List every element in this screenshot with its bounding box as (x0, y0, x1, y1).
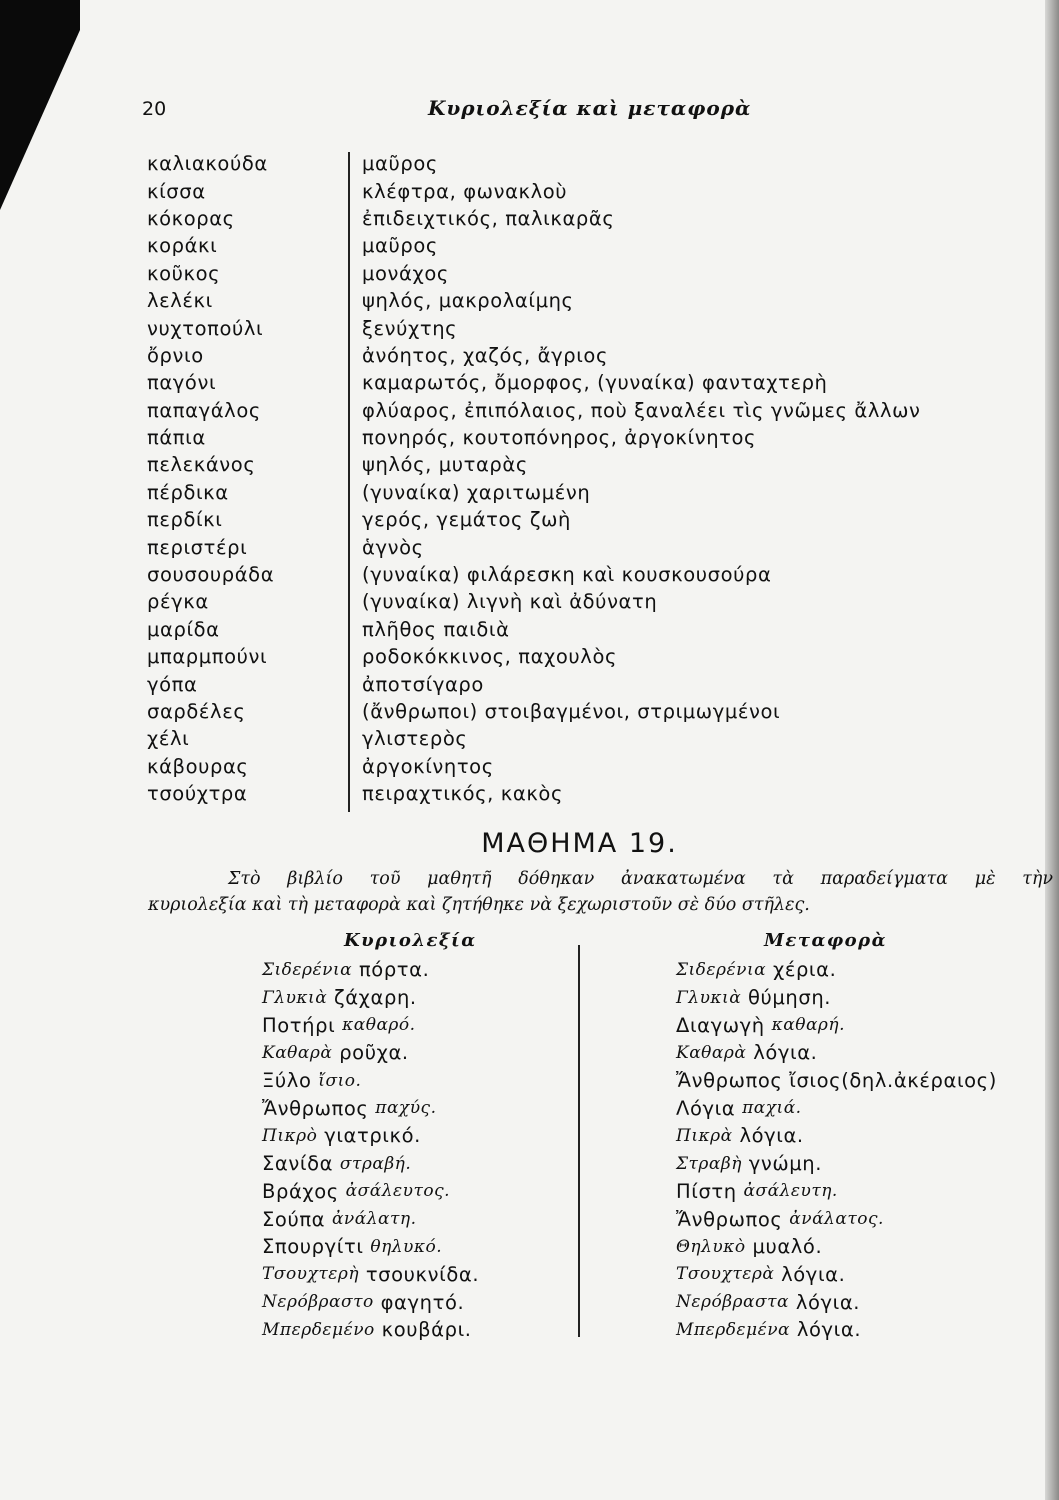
list-item (676, 1094, 997, 1122)
list-item (147, 451, 1059, 478)
bird-fish-word: σουσουράδα (147, 563, 275, 587)
example-noun: λόγια. (739, 1124, 804, 1148)
example-noun: γνώμη. (748, 1152, 823, 1176)
list-item (676, 956, 997, 984)
figurative-meaning: ἀνόητος, χαζός, ἄγριος (362, 343, 608, 367)
example-adjective: Γλυκιὰ (262, 987, 328, 1008)
figurative-meaning: πλῆθος παιδιὰ (362, 617, 510, 641)
bird-fish-word: σαρδέλες (147, 700, 246, 723)
list-item (676, 1288, 997, 1316)
figurative-meaning: ἁγνὸς (362, 535, 424, 559)
list-item (676, 1011, 997, 1039)
list-item (262, 1067, 479, 1095)
list-item (676, 984, 997, 1012)
figurative-meaning: ἀποτσίγαρο (362, 672, 484, 696)
list-item (676, 1067, 997, 1095)
bird-fish-word: καλιακούδα (147, 152, 268, 176)
bird-fish-word: κοῦκος (147, 261, 221, 285)
example-adjective: καθαρό. (342, 1015, 416, 1036)
example-adjective: στραβή. (339, 1153, 412, 1174)
example-noun: Ἄνθρωπος (676, 1069, 783, 1093)
bird-fish-word: παγόνι (147, 371, 217, 395)
figurative-meaning: ἐπιδειχτικός, παλικαρᾶς (362, 206, 615, 230)
list-item (262, 1316, 479, 1344)
example-adjective: Θηλυκὸ (676, 1236, 746, 1257)
example-adjective: Σιδερένια (676, 959, 767, 980)
list-item (262, 1122, 479, 1150)
example-adjective: παχιά. (742, 1098, 802, 1119)
example-noun: λόγια. (795, 1290, 861, 1314)
example-adjective: θηλυκό. (370, 1236, 443, 1257)
example-noun: Βράχος (262, 1179, 339, 1203)
list-item (147, 287, 1059, 314)
example-noun: μυαλό. (752, 1235, 823, 1259)
instruction-line: κυριολεξία καὶ τὴ μεταφορὰ καὶ ζητήθηκε νὰ ξεχωριστοῦν σὲ δύο στῆλες. (148, 895, 810, 915)
bird-fish-word: μαρίδα (147, 617, 220, 641)
bird-fish-word: ρέγκα (147, 590, 209, 614)
figurative-meaning: γλιστερὸς (362, 727, 468, 751)
example-noun: λόγια. (796, 1318, 862, 1342)
list-item (147, 588, 1059, 615)
bird-fish-word: νυχτοπούλι (147, 316, 264, 340)
example-noun: γιατρικό. (324, 1124, 421, 1148)
word-meaning-list (147, 150, 1059, 807)
list-item (676, 1039, 997, 1067)
example-noun: ροῦχα. (339, 1041, 409, 1065)
list-item (262, 1233, 479, 1261)
bird-fish-word: ὄρνιο (147, 343, 204, 367)
example-noun: ζάχαρη. (334, 986, 417, 1010)
example-noun: θύμηση. (748, 986, 832, 1010)
bird-fish-word: μπαρμπούνι (147, 645, 268, 669)
list-item (262, 1094, 479, 1122)
lesson-instruction (148, 866, 1053, 918)
list-item (262, 1011, 479, 1039)
page-number: 20 (142, 98, 167, 120)
list-item (147, 342, 1059, 369)
example-noun: Σανίδα (262, 1152, 334, 1176)
list-item (147, 397, 1059, 424)
metaphor-examples (676, 956, 997, 1344)
example-noun: Διαγωγὴ (676, 1013, 765, 1037)
folded-corner (0, 0, 80, 210)
bird-fish-word: κίσσα (147, 179, 206, 203)
example-adjective: ἴσιο. (318, 1070, 362, 1091)
list-item (262, 1288, 479, 1316)
instruction-line: Στὸ βιβλίο τοῦ μαθητῆ δόθηκαν ἀνακατωμένα τὰ παραδείγματα μὲ τὴν (228, 869, 1053, 889)
figurative-meaning: μαῦρος (362, 152, 438, 176)
figurative-meaning: φλύαρος, ἐπιπόλαιος, ποὺ ξαναλέει τὶς γνῶμες ἄλλων (362, 398, 921, 422)
list-item (147, 533, 1059, 560)
list-item (147, 561, 1059, 588)
bird-fish-word: τσούχτρα (147, 782, 248, 806)
bird-fish-word: πέρδικα (147, 480, 229, 504)
bird-fish-word: κοράκι (147, 234, 218, 258)
example-adjective: Νερόβραστα (676, 1292, 790, 1313)
list-item (262, 1261, 479, 1289)
list-item (147, 725, 1059, 752)
example-adjective: ἀνάλατος. (789, 1209, 884, 1230)
bird-fish-word: λελέκι (147, 289, 213, 313)
example-noun: πόρτα. (358, 958, 430, 982)
figurative-meaning: ροδοκόκκινος, παχουλὸς (362, 645, 618, 669)
list-item (676, 1205, 997, 1233)
list-item (147, 260, 1059, 287)
bird-fish-word: περιστέρι (147, 535, 248, 559)
running-head: Κυριολεξία καὶ μεταφορὰ (428, 96, 752, 120)
example-noun: τσουκνίδα. (365, 1262, 480, 1286)
list-item (676, 1150, 997, 1178)
list-item (147, 780, 1059, 807)
example-noun: Πίστη (676, 1179, 737, 1203)
example-noun: Λόγια (676, 1096, 736, 1120)
column-divider (578, 945, 580, 1337)
example-adjective: ἴσιος(δηλ.ἀκέραιος) (789, 1069, 997, 1093)
bird-fish-word: κάβουρας (147, 754, 249, 778)
list-item (676, 1316, 997, 1344)
figurative-meaning: μονάχος (362, 261, 449, 285)
list-item (147, 670, 1059, 697)
figurative-meaning: (ἄνθρωποι) στοιβαγμένοι, στριμωγμένοι (362, 700, 781, 723)
list-item (147, 150, 1059, 177)
bird-fish-word: παπαγάλος (147, 398, 261, 422)
metaphor-column-header: Μεταφορὰ (764, 930, 887, 951)
list-item (676, 1261, 997, 1289)
example-adjective: ἀσάλευτος. (345, 1181, 451, 1202)
example-adjective: Σιδερένια (262, 959, 353, 980)
literal-examples (262, 956, 479, 1344)
figurative-meaning: ἀργοκίνητος (362, 754, 494, 778)
list-item (147, 698, 1059, 725)
example-noun: λόγια. (753, 1041, 818, 1065)
example-adjective: Γλυκιὰ (676, 987, 742, 1008)
bird-fish-word: κόκορας (147, 206, 235, 230)
list-item (262, 984, 479, 1012)
bird-fish-word: γόπα (147, 672, 198, 696)
example-adjective: Μπερδεμένο (262, 1319, 375, 1340)
figurative-meaning: πειραχτικός, κακὸς (362, 782, 563, 806)
list-item (262, 956, 479, 984)
figurative-meaning: (γυναίκα) λιγνὴ καὶ ἀδύνατη (362, 590, 658, 614)
figurative-meaning: (γυναίκα) φιλάρεσκη καὶ κουσκουσούρα (362, 563, 772, 587)
list-item (147, 424, 1059, 451)
bird-fish-word: περδίκι (147, 508, 223, 532)
example-adjective: ἀνάλατη. (331, 1209, 417, 1230)
list-item (262, 1039, 479, 1067)
literal-column-header: Κυριολεξία (344, 930, 477, 951)
list-item (147, 506, 1059, 533)
list-item (147, 753, 1059, 780)
list-item (147, 205, 1059, 232)
example-noun: Σπουργίτι (262, 1235, 364, 1259)
bird-fish-word: χέλι (147, 727, 190, 751)
figurative-meaning: μαῦρος (362, 234, 438, 258)
figurative-meaning: ψηλός, μυταρὰς (362, 453, 528, 477)
list-item (147, 643, 1059, 670)
example-noun: Ποτήρι (262, 1013, 336, 1037)
example-noun: Ἄνθρωπος (262, 1096, 369, 1120)
list-item (147, 479, 1059, 506)
example-noun: λόγια. (781, 1262, 846, 1286)
list-item (147, 369, 1059, 396)
example-adjective: Στραβὴ (676, 1153, 742, 1174)
example-adjective: Τσουχτερὴ (262, 1264, 360, 1285)
example-noun: κουβάρι. (381, 1318, 472, 1342)
list-item (262, 1150, 479, 1178)
list-item (147, 616, 1059, 643)
figurative-meaning: (γυναίκα) χαριτωμένη (362, 480, 591, 504)
bird-fish-word: πάπια (147, 426, 206, 450)
example-noun: Σούπα (262, 1207, 326, 1231)
example-noun: Ἄνθρωπος (676, 1207, 783, 1231)
example-adjective: Μπερδεμένα (676, 1319, 791, 1340)
figurative-meaning: πονηρός, κουτοπόνηρος, ἀργοκίνητος (362, 426, 757, 450)
figurative-meaning: κλέφτρα, φωνακλοὺ (362, 179, 568, 203)
figurative-meaning: ξενύχτης (362, 316, 458, 340)
example-noun: χέρια. (772, 958, 837, 982)
list-item (676, 1122, 997, 1150)
example-adjective: καθαρή. (771, 1015, 846, 1036)
example-adjective: Νερόβραστο (262, 1292, 374, 1313)
list-item (676, 1178, 997, 1206)
example-adjective: Πικρὸ (262, 1125, 318, 1146)
list-item (147, 232, 1059, 259)
example-adjective: ἀσάλευτη. (743, 1181, 838, 1202)
example-adjective: Πικρὰ (676, 1125, 733, 1146)
list-item (147, 314, 1059, 341)
list-item (147, 177, 1059, 204)
example-adjective: Καθαρὰ (262, 1042, 333, 1063)
example-adjective: Τσουχτερὰ (676, 1264, 775, 1285)
bird-fish-word: πελεκάνος (147, 453, 256, 477)
figurative-meaning: ψηλός, μακρολαίμης (362, 289, 574, 313)
example-noun: Ξύλο (262, 1069, 312, 1093)
list-item (676, 1233, 997, 1261)
figurative-meaning: καμαρωτός, ὄμορφος, (γυναίκα) φανταχτερὴ (362, 371, 828, 395)
figurative-meaning: γερός, γεμάτος ζωὴ (362, 508, 571, 532)
example-adjective: παχύς. (375, 1098, 437, 1119)
example-noun: φαγητό. (380, 1290, 465, 1314)
list-item (262, 1178, 479, 1206)
example-adjective: Καθαρὰ (676, 1042, 747, 1063)
list-item (262, 1205, 479, 1233)
lesson-heading: ΜΑΘΗΜΑ 19. (481, 828, 678, 859)
